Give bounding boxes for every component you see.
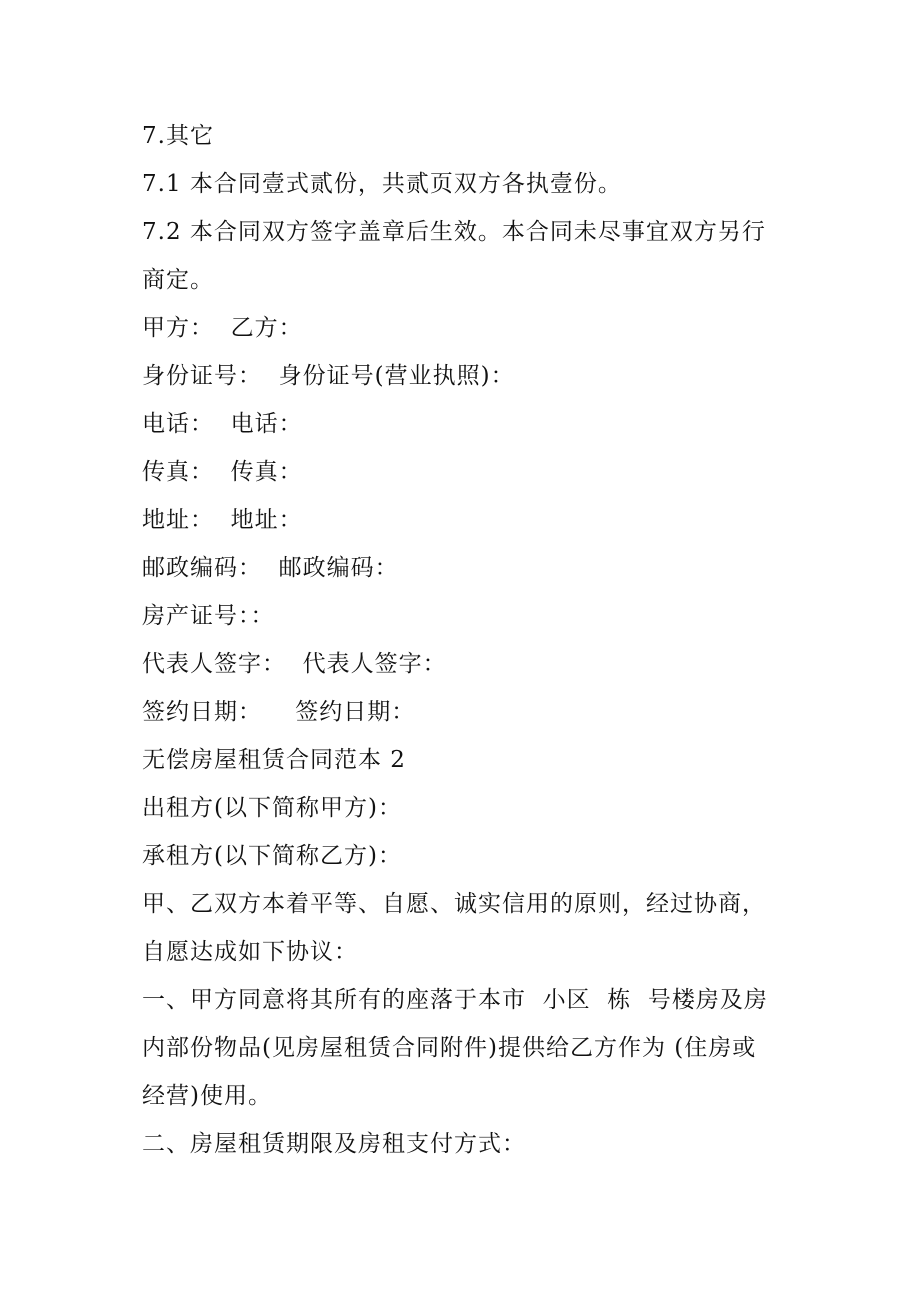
phone-line: 电话： 电话： (142, 411, 303, 437)
preamble-line-1: 甲、乙双方本着平等、自愿、诚实信用的原则，经过协商， (142, 891, 766, 917)
article-1-line-3: 经营)使用。 (142, 1083, 272, 1109)
fax-line: 传真： 传真： (142, 459, 303, 485)
clause-7-1: 7.1 本合同壹式贰份，共贰页双方各执壹份。 (142, 171, 622, 197)
address-line: 地址： 地址： (142, 507, 303, 533)
party-label-line: 甲方： 乙方： (142, 315, 303, 341)
property-cert-line: 房产证号：： (142, 603, 275, 629)
lessee-line: 承租方(以下简称乙方)： (142, 843, 402, 869)
representative-signature-line: 代表人签字： 代表人签字： (142, 651, 447, 677)
template-2-title: 无偿房屋租赁合同范本 2 (142, 747, 406, 773)
preamble-line-2: 自愿达成如下协议： (142, 939, 358, 965)
section-heading-other: 7.其它 (142, 123, 214, 149)
article-1-line-1: 一、甲方同意将其所有的座落于本市 小区 栋 号楼房及房 (142, 987, 768, 1013)
clause-7-2-line-1: 7.2 本合同双方签字盖章后生效。本合同未尽事宜双方另行 (142, 219, 766, 245)
postal-code-line: 邮政编码： 邮政编码： (142, 555, 399, 581)
clause-7-2-line-2: 商定。 (142, 267, 214, 293)
article-1-line-2: 内部份物品(见房屋租赁合同附件)提供给乙方作为 (住房或 (142, 1035, 757, 1061)
document-body (142, 112, 802, 1168)
article-2-heading: 二、房屋租赁期限及房租支付方式： (142, 1131, 526, 1157)
signing-date-line: 签约日期： 签约日期： (142, 699, 416, 725)
id-number-line: 身份证号： 身份证号(营业执照)： (142, 363, 515, 389)
lessor-line: 出租方(以下简称甲方)： (142, 795, 402, 821)
